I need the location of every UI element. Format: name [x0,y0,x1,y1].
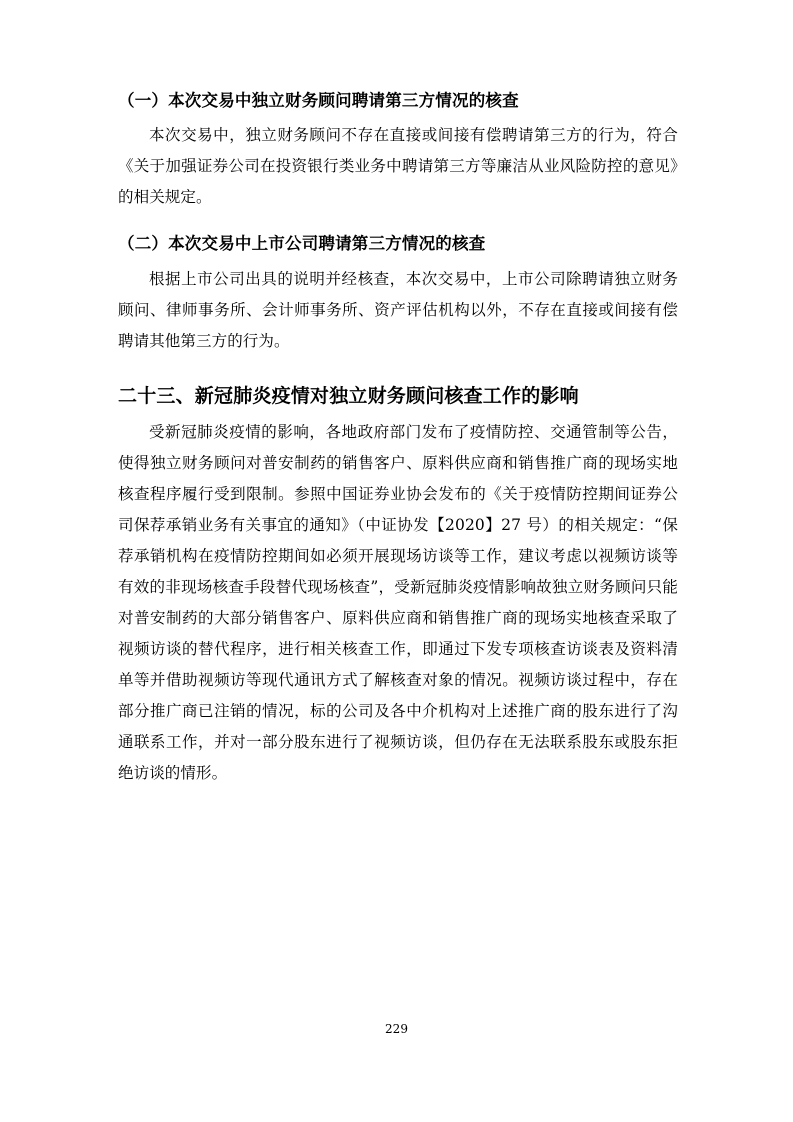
section-paragraph-1: 本次交易中，独立财务顾问不存在直接或间接有偿聘请第三方的行为，符合《关于加强证券公司在投资银行类业务中聘请第三方等廉洁从业风险防控的意见》的相关规定。 [118,126,678,207]
spacer [118,215,678,231]
spacer [118,359,678,381]
section-heading-1: （一）本次交易中独立财务顾问聘请第三方情况的核查 [118,91,519,110]
page-content [118,88,678,791]
section-heading-2: （二）本次交易中上市公司聘请第三方情况的核查 [118,234,486,254]
section-paragraph-2: 根据上市公司出具的说明并经核查，本次交易中，上市公司除聘请独立财务顾问、律师事务所、会计师事务所、资产评估机构以外，不存在直接或间接有偿聘请其他第三方的行为。 [118,269,678,350]
section-heading-3: 二十三、新冠肺炎疫情对独立财务顾问核查工作的影响 [118,384,579,407]
page-number: 229 [385,1022,408,1036]
section-paragraph-3: 受新冠肺炎疫情的影响，各地政府部门发布了疫情防控、交通管制等公告，使得独立财务顾问对普安制药的销售客户、原料供应商和销售推广商的现场实地核查程序履行受到限制。参照中国证券业协会发布的《关于疫情防控期间证券公司保荐承销业务有关事宜的通知》（中证协发【2020】27 号）的相关规定：“保荐承销机构在疫情防控期间如必须开展现场访谈等工作，建议考虑以视频访谈等有效的非现场核查手段替代现场核查”，受新冠肺炎疫情影响故独立财务顾问只能对普安制药的大部分销售客户、原料供应商和销售推广商的现场实地核查采取了视频访谈的替代程序，进行相关核查工作，即通过下发专项核查访谈表及资料清单等并借助视频访等现代通讯方式了解核查对象的情况。视频访谈过程中，存在部分推广商已注销的情况，标的公司及各中介机构对上述推广商的股东进行了沟通联系工作，并对一部分股东进行了视频访谈，但仍存在无法联系股东或股东拒绝访谈的情形。 [118,423,678,783]
